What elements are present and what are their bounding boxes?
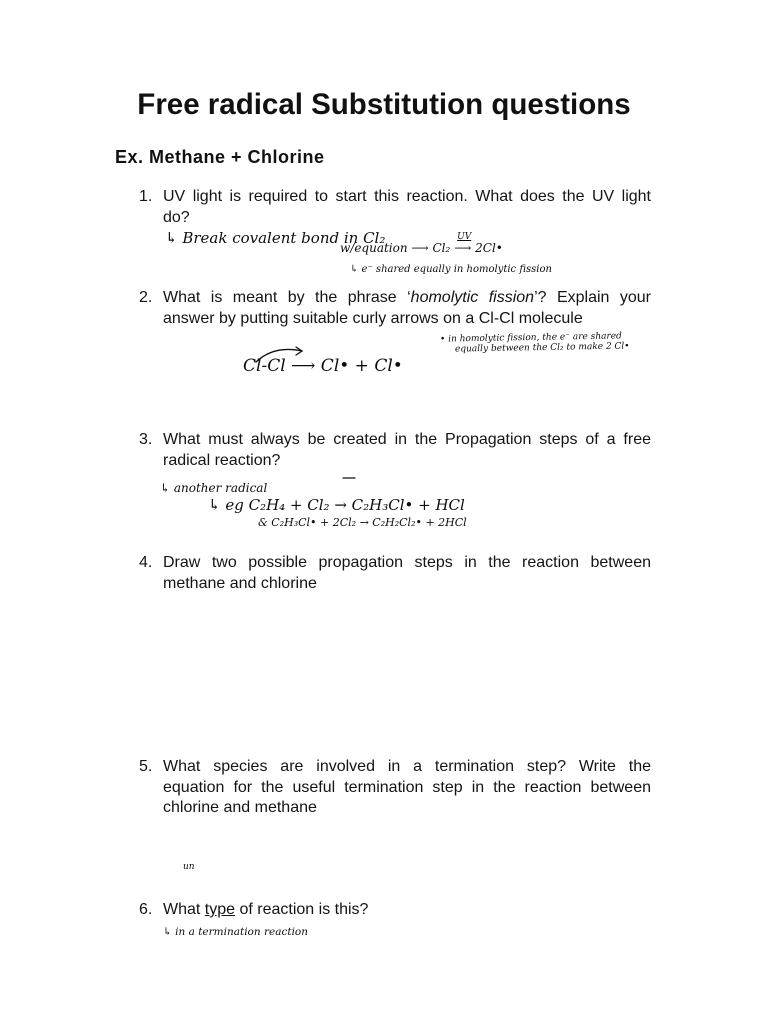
handwritten-answer-q6: ↳ in a termination reaction xyxy=(163,926,309,938)
question-2 xyxy=(139,288,651,329)
question-line: radical reaction? xyxy=(163,451,281,469)
handwritten-example-q3-line1: ↳ eg C₂H₄ + Cl₂ → C₂H₃Cl• + HCl xyxy=(208,496,465,514)
question-line: do? xyxy=(163,208,190,226)
handwritten-note-q5: un xyxy=(183,862,195,872)
condition-arrow xyxy=(454,232,472,255)
underlined-word: type xyxy=(204,901,236,918)
equation-reactant: Cl₂ xyxy=(432,241,451,255)
question-number: 1. xyxy=(139,188,153,205)
question-line: What must always be created in the Propagation steps of a free xyxy=(163,431,651,448)
handwritten-answer-q3: ↳ another radical xyxy=(160,481,268,495)
question-text-segment: of reaction is this? xyxy=(235,901,369,918)
question-line: chlorine and methane xyxy=(163,799,317,816)
question-line xyxy=(163,288,651,309)
question-text xyxy=(163,900,651,921)
question-5 xyxy=(139,757,651,819)
condition-label: UV xyxy=(457,232,472,242)
page-title: Free radical Substitution questions xyxy=(137,88,631,121)
question-text-segment: What is meant by the phrase ‘ xyxy=(163,289,411,306)
question-line: answer by putting suitable curly arrows on a Cl-Cl molecule xyxy=(163,309,583,327)
emphasised-term: homolytic fission xyxy=(410,289,535,306)
handwritten-example-q3-line2: & C₂H₃Cl• + 2Cl₂ → C₂H₂Cl₂• + 2HCl xyxy=(258,516,467,529)
equation-product: 2Cl• xyxy=(475,241,503,255)
equation-prefix: w/equation ⟶ xyxy=(340,241,429,255)
question-number: 4. xyxy=(139,554,153,571)
question-line: Draw two possible propagation steps in the reaction between xyxy=(163,554,651,571)
question-text xyxy=(163,553,651,594)
question-1 xyxy=(139,187,651,228)
question-6 xyxy=(139,900,651,921)
question-text xyxy=(163,288,651,329)
handwritten-note-q1: ↳ e⁻ shared equally in homolytic fission xyxy=(350,264,552,275)
question-line: What species are involved in a termination step? Write the xyxy=(163,758,651,775)
question-number: 5. xyxy=(139,758,153,775)
question-4 xyxy=(139,553,651,594)
question-text xyxy=(163,187,651,228)
question-line xyxy=(163,900,651,921)
question-number: 3. xyxy=(139,431,153,448)
question-line: methane and chlorine xyxy=(163,574,317,592)
question-number: 2. xyxy=(139,289,153,306)
question-text xyxy=(163,757,651,819)
question-text xyxy=(163,430,651,471)
handwritten-equation-q2: Cl-Cl ⟶ Cl• + Cl• xyxy=(243,356,403,376)
handwritten-answer-q1: ↳ Break covalent bond in Cl₂ xyxy=(165,229,386,247)
handwritten-equation-q1 xyxy=(340,232,503,255)
arrow-glyph: ⟶ xyxy=(454,241,472,255)
question-number: 6. xyxy=(139,901,153,918)
example-heading: Ex. Methane + Chlorine xyxy=(115,147,325,167)
handwritten-note-q2-line2: equally between the Cl₂ to make 2 Cl• xyxy=(454,341,630,355)
question-text-segment: What xyxy=(163,901,205,918)
question-3 xyxy=(139,430,651,471)
question-line: UV light is required to start this reaction. What does the UV light xyxy=(163,188,651,205)
handwritten-note-q2-line1: • in homolytic fission, the e⁻ are shared xyxy=(439,331,622,345)
curly-arrow-head xyxy=(296,347,302,355)
question-text-segment: ’? Explain your xyxy=(534,289,651,306)
question-line: equation for the useful termination step in the reaction between xyxy=(163,778,651,796)
